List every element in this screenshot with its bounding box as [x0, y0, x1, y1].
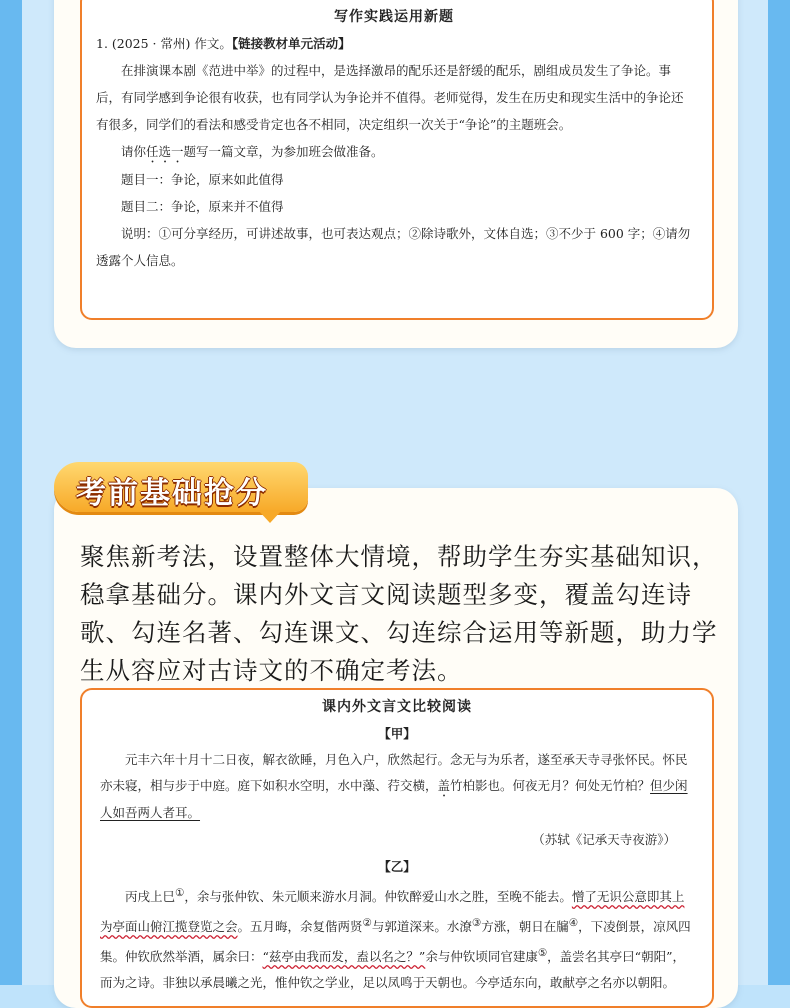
question-tag: 【链接教材单元活动】 — [231, 36, 351, 51]
instructions-note: 说明：①可分享经历，可讲述故事，也可表达观点；②除诗歌外，文体自选；③不少于 600 字；④请勿透露个人信息。 — [96, 226, 691, 268]
question-paragraph-1: 在排演课本剧《范进中举》的过程中，是选择激昂的配乐还是舒缓的配乐，剧组成员发生了争论。事后，有同学感到争论很有收获，也有同学认为争论并不值得。老师觉得，发生在历史和现实生活中的争论还有很多，同学们的看法和感受肯定也各不相同，决定组织一次关于“争论”的主题班会。 — [96, 63, 684, 132]
right-border — [768, 0, 790, 985]
section-badge-text: 考前基础抢分 — [76, 476, 268, 511]
left-border — [0, 0, 22, 985]
topic-one: 题目一：争论，原来如此值得 — [121, 172, 284, 187]
passage-yi-label: 【乙】 — [378, 859, 416, 874]
section-badge — [54, 462, 308, 512]
passage-yi-text: 丙戌上巳①，余与张仲钦、朱元顺来游水月洞。仲钦醉爱山水之胜，至晚不能去。憎了无识公意即其上为亭面山俯江揽登览之会。五月晦，余复偕两贤②与郭道深来。水潦③方涨，朝日在牖④，下凌倒景，凉风四集。仲钦欣然举酒，属余曰：“兹亭由我而发，盍以名之？”余与仲钦顷同官建康⑤，盖尝名其亭曰“朝阳”，而为之诗。非独以承晨曦之光，惟仲钦之学业，足以凤鸣于天朝也。今亭适东向，敢献亭之名亦以朝阳。 — [100, 887, 691, 991]
section-description: 聚焦新考法，设置整体大情境，帮助学生夯实基础知识，稳拿基础分。课内外文言文阅读题型多变，覆盖勾连诗歌、勾连名著、勾连课文、勾连综合运用等新题，助力学生从容应对古诗文的不确定考法。 — [80, 542, 718, 685]
question-prefix: 1. (2025 · 常州) 作文。 — [96, 36, 232, 51]
section-badge-tail — [258, 510, 282, 523]
classical-reading-title: 课内外文言文比较阅读 — [322, 699, 472, 715]
passage-jia-label: 【甲】 — [378, 726, 416, 741]
topic-two: 题目二：争论，原来并不值得 — [121, 199, 284, 214]
writing-practice-box — [80, 0, 714, 320]
page — [22, 0, 768, 991]
question-paragraph-2: 请你任选一题写一篇文章，为参加班会做准备。 — [121, 144, 384, 159]
classical-reading-box — [80, 688, 714, 1008]
passage-jia-text: 元丰六年十月十二日夜，解衣欲睡，月色入户，欣然起行。念无与为乐者，遂至承天寺寻张怀民。怀民亦未寝，相与步于中庭。庭下如积水空明，水中藻、荇交横，盖竹柏影也。何夜无月？何处无竹柏？但少闲人如吾两人者耳。 — [100, 752, 688, 820]
writing-practice-title: 写作实践运用新题 — [334, 9, 454, 25]
passage-jia-source: （苏轼《记承天寺夜游》） — [532, 832, 676, 847]
